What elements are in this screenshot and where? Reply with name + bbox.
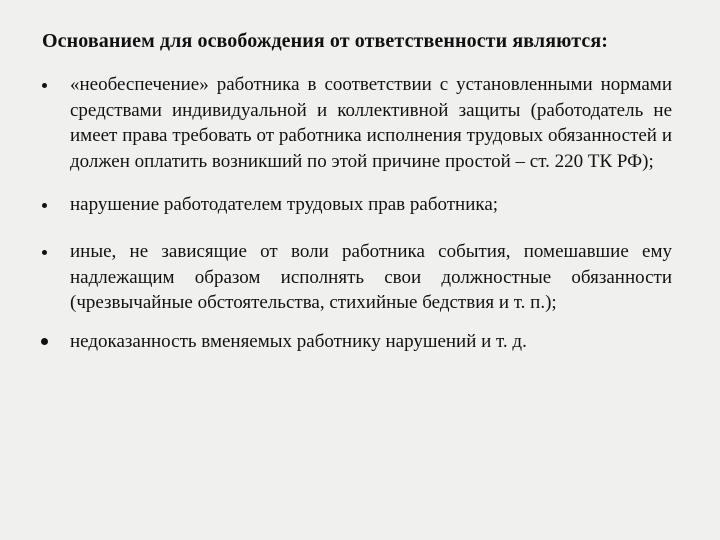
slide-heading: Основанием для освобождения от ответственности являются: xyxy=(42,30,609,52)
list-item xyxy=(42,72,672,174)
bullet-list xyxy=(42,72,672,372)
bullet-dot-icon xyxy=(42,83,47,88)
list-item xyxy=(42,239,672,316)
list-item-text: «необеспечение» работника в соответствии с установленными нормами средствами индивидуальной и коллективной защиты (работодатель не имеет права требовать от работника исполнения трудовых обязанностей и должен оплатить возникший по этой причине простой – ст. 220 ТК РФ); xyxy=(70,74,672,172)
list-item-text: иные, не зависящие от воли работника события, помешавшие ему надлежащим образом исполнять свои должностные обязанности (чрезвычайные обстоятельства, стихийные бедствия и т. п.); xyxy=(70,240,672,314)
bullet-dot-icon xyxy=(42,250,47,255)
bullet-dot-icon xyxy=(41,338,48,345)
list-item xyxy=(42,192,672,218)
list-item-text: недоказанность вменяемых работнику нарушений и т. д. xyxy=(70,330,527,352)
list-item-text: нарушение работодателем трудовых прав работника; xyxy=(70,194,499,216)
list-item xyxy=(42,329,672,355)
bullet-dot-icon xyxy=(42,203,47,208)
